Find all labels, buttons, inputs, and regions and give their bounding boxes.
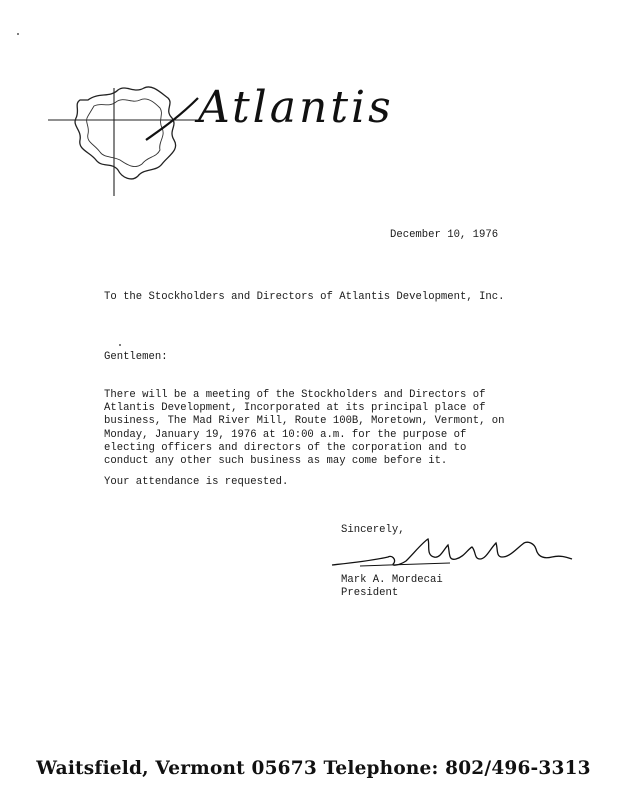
- letter-valediction: Sincerely,: [341, 524, 405, 536]
- signer-title: President: [341, 587, 399, 600]
- scan-speck: [119, 344, 121, 346]
- handwritten-signature: [330, 535, 575, 577]
- letterhead-footer: Waitsfield, Vermont 05673 Telephone: 802/496-3313: [36, 758, 591, 779]
- body-line: Monday, January 19, 1976 at 10:00 a.m. for the purpose of: [104, 428, 467, 441]
- body-line: conduct any other such business as may come before it.: [104, 455, 448, 468]
- body-line: electing officers and directors of the corporation and to: [104, 441, 467, 454]
- body-line: There will be a meeting of the Stockholders and Directors of: [104, 389, 486, 401]
- letter-date: December 10, 1976: [390, 229, 499, 241]
- scan-speck: [17, 33, 19, 35]
- letter-body: [104, 389, 524, 468]
- body-line: Atlantis Development, Incorporated at its principal place of: [104, 402, 486, 415]
- body-line: business, The Mad River Mill, Route 100B, Moretown, Vermont, on: [104, 415, 505, 428]
- signer-name: Mark A. Mordecai: [341, 574, 443, 586]
- signer-block: [341, 574, 443, 600]
- company-logo: [48, 78, 394, 196]
- letter-salutation: Gentlemen:: [104, 351, 168, 363]
- company-wordmark: Atlantis: [198, 82, 394, 133]
- attendance-request: Your attendance is requested.: [104, 476, 289, 488]
- letter-addressee: To the Stockholders and Directors of Atlantis Development, Inc.: [104, 291, 505, 303]
